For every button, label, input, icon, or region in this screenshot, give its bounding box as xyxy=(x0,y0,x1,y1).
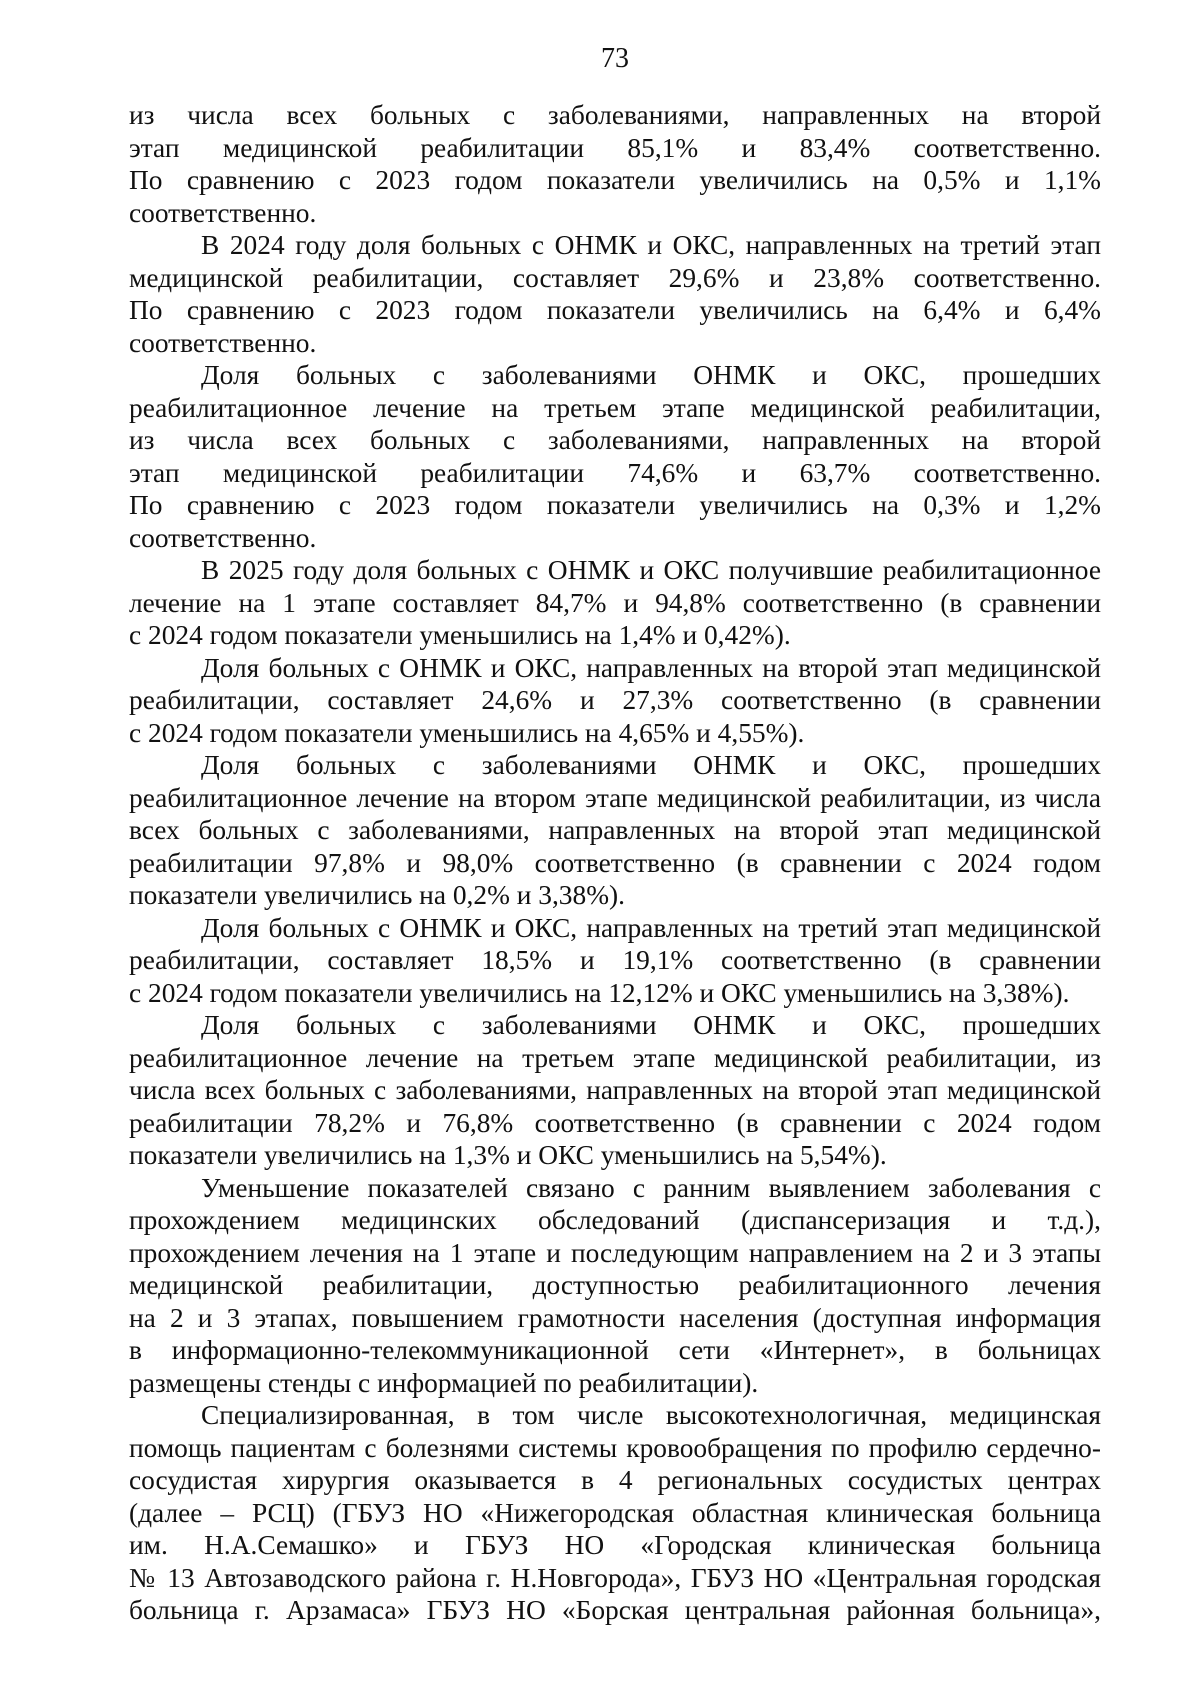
text-line: Доля больных с заболеваниями ОНМК и ОКС, прошедших xyxy=(201,360,1101,390)
document-body xyxy=(129,99,1101,1627)
paragraph-8 xyxy=(129,1009,1101,1172)
text-line: реабилитационное лечение на третьем этапе медицинской реабилитации, из xyxy=(129,1042,1101,1073)
text-line: помощь пациентам с болезнями системы кровообращения по профилю сердечно- xyxy=(129,1432,1101,1463)
text-line: из числа всех больных с заболеваниями, направленных на второй xyxy=(129,425,1101,455)
text-line: из числа всех больных с заболеваниями, направленных на второй xyxy=(129,100,1101,130)
text-line: реабилитации, составляет 18,5% и 19,1% соответственно (в сравнении xyxy=(129,945,1101,975)
text-line: Доля больных с заболеваниями ОНМК и ОКС, прошедших xyxy=(201,1010,1101,1040)
text-line: с 2024 годом показатели увеличились на 12,12% и ОКС уменьшились на 3,38%). xyxy=(129,977,1070,1008)
text-line: с 2024 годом показатели уменьшились на 1,4% и 0,42%). xyxy=(129,620,791,650)
paragraph-9 xyxy=(129,1172,1101,1400)
text-line: Доля больных с ОНМК и ОКС, направленных на второй этап медицинской xyxy=(201,652,1101,683)
paragraph-5 xyxy=(129,652,1101,750)
text-line: соответственно. xyxy=(129,197,317,228)
text-line: Доля больных с заболеваниями ОНМК и ОКС, прошедших xyxy=(201,750,1101,780)
text-line: показатели увеличились на 1,3% и ОКС уменьшились на 5,54%). xyxy=(129,1140,887,1170)
text-line: По сравнению с 2023 годом показатели увеличились на 0,5% и 1,1% xyxy=(129,165,1101,195)
text-line: соответственно. xyxy=(129,522,317,553)
paragraph-10 xyxy=(129,1399,1101,1627)
text-line: В 2024 году доля больных с ОНМК и ОКС, направленных на третий этап xyxy=(201,230,1101,260)
text-line: (далее – РСЦ) (ГБУЗ НО «Нижегородская областная клиническая больница xyxy=(129,1497,1101,1528)
text-line: сосудистая хирургия оказывается в 4 региональных сосудистых центрах xyxy=(129,1465,1101,1495)
text-line: Доля больных с ОНМК и ОКС, направленных на третий этап медицинской xyxy=(201,912,1101,943)
text-line: в информационно-телекоммуникационной сети «Интернет», в больницах xyxy=(129,1335,1101,1365)
text-line: показатели увеличились на 0,2% и 3,38%). xyxy=(129,880,625,910)
text-line: прохождением медицинских обследований (диспансеризация и т.д.), xyxy=(129,1205,1101,1235)
paragraph-3 xyxy=(129,359,1101,554)
page-number: 73 xyxy=(601,43,629,74)
text-line: медицинской реабилитации, доступностью реабилитационного лечения xyxy=(129,1270,1101,1300)
text-line: По сравнению с 2023 годом показатели увеличились на 6,4% и 6,4% xyxy=(129,295,1101,325)
text-line: Уменьшение показателей связано с ранним выявлением заболевания с xyxy=(201,1172,1101,1203)
text-line: реабилитации 78,2% и 76,8% соответственно (в сравнении с 2024 годом xyxy=(129,1107,1101,1138)
text-line: с 2024 годом показатели уменьшились на 4,65% и 4,55%). xyxy=(129,717,805,748)
text-line: медицинской реабилитации, составляет 29,6% и 23,8% соответственно. xyxy=(129,262,1101,293)
text-line: № 13 Автозаводского района г. Н.Новгорода», ГБУЗ НО «Центральная городская xyxy=(129,1562,1101,1593)
text-line: всех больных с заболеваниями, направленных на второй этап медицинской xyxy=(129,815,1101,845)
text-line: Специализированная, в том числе высокотехнологичная, медицинская xyxy=(201,1400,1101,1430)
text-line: им. Н.А.Семашко» и ГБУЗ НО «Городская клиническая больница xyxy=(129,1530,1101,1560)
text-line: лечение на 1 этапе составляет 84,7% и 94,8% соответственно (в сравнении xyxy=(129,587,1101,618)
text-line: размещены стенды с информацией по реабилитации). xyxy=(129,1367,759,1398)
text-line: По сравнению с 2023 годом показатели увеличились на 0,3% и 1,2% xyxy=(129,490,1101,520)
paragraph-1 xyxy=(129,99,1101,229)
paragraph-4 xyxy=(129,554,1101,652)
text-line: числа всех больных с заболеваниями, направленных на второй этап медицинской xyxy=(129,1075,1101,1105)
paragraph-2 xyxy=(129,229,1101,359)
text-line: на 2 и 3 этапах, повышением грамотности населения (доступная информация xyxy=(129,1302,1101,1333)
paragraph-7 xyxy=(129,912,1101,1010)
text-line: реабилитационное лечение на третьем этапе медицинской реабилитации, xyxy=(129,392,1101,423)
paragraph-6 xyxy=(129,749,1101,912)
text-line: этап медицинской реабилитации 74,6% и 63,7% соответственно. xyxy=(129,457,1101,488)
text-line: реабилитации 97,8% и 98,0% соответственно (в сравнении с 2024 годом xyxy=(129,847,1101,878)
text-line: больница г. Арзамаса» ГБУЗ НО «Борская центральная районная больница», xyxy=(129,1595,1101,1625)
text-line: прохождением лечения на 1 этапе и последующим направлением на 2 и 3 этапы xyxy=(129,1237,1101,1268)
text-line: реабилитационное лечение на втором этапе медицинской реабилитации, из числа xyxy=(129,782,1101,813)
text-line: этап медицинской реабилитации 85,1% и 83,4% соответственно. xyxy=(129,132,1101,163)
text-line: реабилитации, составляет 24,6% и 27,3% соответственно (в сравнении xyxy=(129,685,1101,715)
text-line: В 2025 году доля больных с ОНМК и ОКС получившие реабилитационное xyxy=(201,555,1101,585)
text-line: соответственно. xyxy=(129,327,317,358)
